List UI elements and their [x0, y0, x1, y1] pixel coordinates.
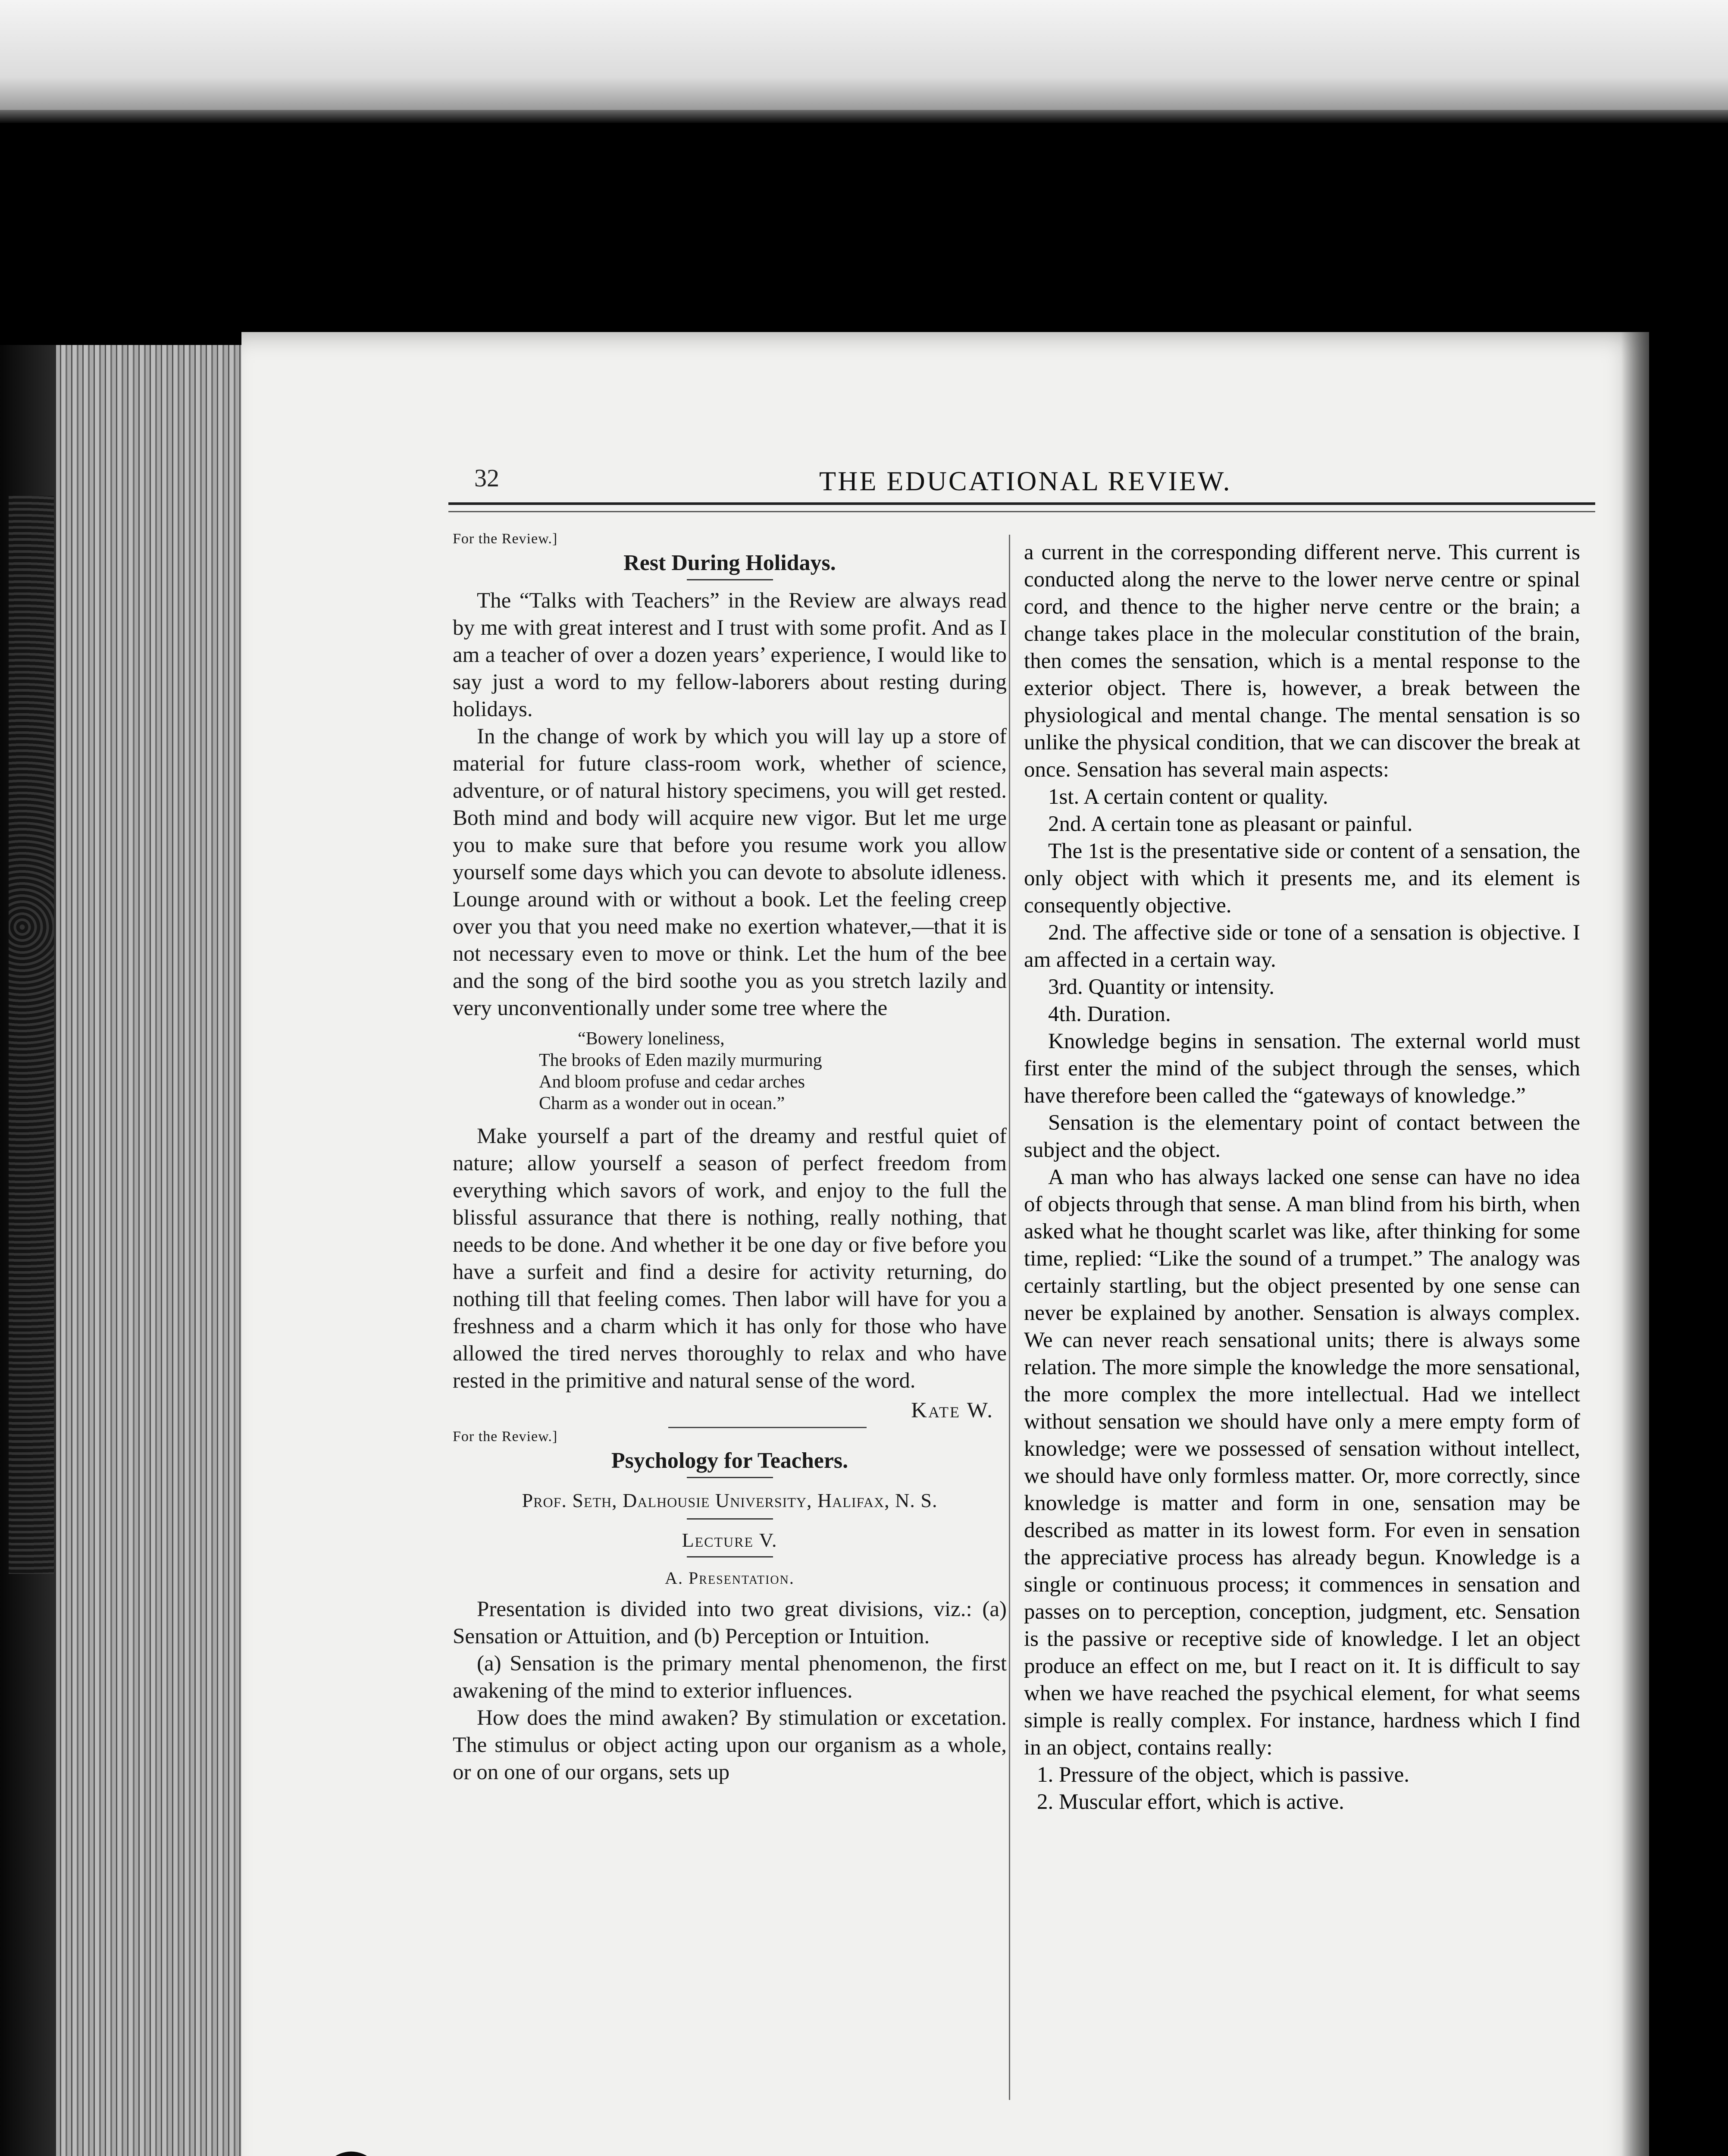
- paragraph: Make yourself a part of the dreamy and restful quiet of nature; allow yourself a season of perfect freedom from everything which savors of work, and enjoy to the full the blissful assurance that there is nothing, really nothing, that needs to be done. And whether it be one day or five before you have a surfeit and find a desire for activity returning, do nothing till that feeling comes. Then labor will have for you a freshness and a charm which it has only for those who have allowed the tired nerves thoroughly to relax and who have rested in the primitive and natural sense of the word.: [453, 1124, 1007, 1393]
- title-rule: [687, 579, 773, 580]
- list-item: 4th. Duration.: [1048, 1002, 1171, 1026]
- paragraph: In the change of work by which you will lay up a store of material for future class-room work, whether of science, adventure, or of natural history specimens, you will get rested. Both mind and body will acquire new vigor. But let me urge you to make sure that before you resume work you allow yourself some days which you can devote to absolute idleness. Lounge around with or without a book. Let the feeling creep over you that you need make no exertion whatever,—that it is not necessary even to move or think. Let the hum of the bee and the song of the bird soothe you as you stretch lazily and very unconventionally under some tree where the: [453, 724, 1007, 1020]
- paragraph: 2nd. The affective side or tone of a sensation is objective. I am affected in a certain way.: [1024, 921, 1580, 972]
- paragraph: (a) Sensation is the primary mental phenomenon, the first awakening of the mind to exterior influences.: [453, 1651, 1007, 1703]
- right-column: [1024, 539, 1580, 1816]
- title-rule: [687, 1477, 773, 1478]
- paragraph: Knowledge begins in sensation. The external world must first enter the mind of the subject through the senses, which have therefore been called the “gateways of knowledge.”: [1024, 1029, 1580, 1108]
- lecture-heading: Lecture V.: [682, 1529, 778, 1551]
- poem-line: And bloom profuse and cedar arches: [539, 1072, 805, 1092]
- page-header: [457, 455, 1621, 507]
- paragraph: A man who has always lacked one sense can have no idea of objects through that sense. A man blind from his birth, when asked what he thought scarlet was like, after thinking for some time, replied: “Like the sound of a trumpet.” The analogy was certainly startling, but the object presented by one sense can never be explained by another. Sensation is always complex. We can never reach sensational units; there is always some relation. The more simple the knowledge the more sensational, the more complex the more intellectual. Had we intellect without sensation we should have only a mere empty form of knowledge; were we possessed of sensation without intellect, we should have only formless matter. Or, more correctly, since knowledge is matter and form in one, sensation may be described as matter in its lowest form. For even in sensation the appreciative process has already begun. Knowledge is a single or continuous process; it commences in sensation and passes on to perception, conception, judgment, etc. Sensation is the passive or receptive side of knowledge. I let an object produce an effect on me, but I react on it. It is difficult to say when we have reached the psychical element, for what seems simple is really complex. For instance, hardness which I find in an object, contains really:: [1024, 1165, 1580, 1760]
- paragraph: The “Talks with Teachers” in the Review are always read by me with great interest and I trust with some profit. And as I am a teacher of over a dozen years’ experience, I would like to say just a word to my fellow-laborers about resting during holidays.: [453, 589, 1007, 721]
- poem-line: “Bowery loneliness,: [578, 1029, 725, 1049]
- paragraph: a current in the corresponding different nerve. This current is conducted along the nerve to the lower nerve centre or spinal cord, and thence to the higher nerve centre or the brain; a change takes place in the molecular constitution of the brain, then comes the sensation, which is a mental response to the exterior object. There is, however, a break between the physiological and mental change. The mental sensation is so unlike the physical condition, that we can discover the break at once. Sensation has several main aspects:: [1024, 540, 1580, 782]
- paragraph: Presentation is divided into two great divisions, viz.: (a) Sensation or Attuition, and (b) Perception or Intuition.: [453, 1597, 1007, 1648]
- byline-rule: [687, 1518, 773, 1520]
- running-title: THE EDUCATIONAL REVIEW.: [819, 466, 1232, 496]
- poem-line: Charm as a wonder out in ocean.”: [539, 1094, 785, 1113]
- article-source-note: For the Review.]: [453, 1429, 558, 1445]
- left-column: [453, 530, 1007, 1786]
- article-source-note: For the Review.]: [453, 531, 558, 547]
- column-divider: [1009, 535, 1010, 2100]
- author-signature: Kate W.: [911, 1398, 994, 1423]
- scan-background-top: [0, 0, 1728, 110]
- article-title: Psychology for Teachers.: [611, 1448, 848, 1473]
- marbled-cover-edge: [9, 496, 54, 1574]
- list-item: 2. Muscular effort, which is active.: [1037, 1790, 1344, 1814]
- list-item: 1st. A certain content or quality.: [1048, 785, 1328, 809]
- paragraph: The 1st is the presentative side or content of a sensation, the only object with which it presents me, and its element is consequently objective.: [1024, 839, 1580, 918]
- page-number: 32: [474, 464, 499, 492]
- header-rule: [448, 502, 1595, 512]
- scan-edge: [0, 110, 1728, 123]
- poem-quote: [539, 1028, 1007, 1114]
- page-gutter-shadow: [1621, 332, 1651, 2156]
- lecture-rule: [687, 1556, 773, 1557]
- list-item: 1. Pressure of the object, which is passive.: [1037, 1763, 1409, 1787]
- list-item: 2nd. A certain tone as pleasant or painful.: [1048, 812, 1413, 836]
- paragraph: Sensation is the elementary point of contact between the subject and the object.: [1024, 1111, 1580, 1162]
- author-byline: Prof. Seth, Dalhousie University, Halifax, N. S.: [522, 1489, 938, 1511]
- article-title: Rest During Holidays.: [623, 551, 836, 575]
- paragraph: How does the mind awaken? By stimulation or excetation. The stimulus or object acting upon our organism as a whole, or on one of our organs, sets up: [453, 1706, 1007, 1784]
- page-stack-edges: [56, 345, 263, 2156]
- section-subheading: A. Presentation.: [665, 1568, 795, 1588]
- poem-line: The brooks of Eden mazily murmuring: [539, 1050, 822, 1070]
- list-item: 3rd. Quantity or intensity.: [1048, 975, 1275, 999]
